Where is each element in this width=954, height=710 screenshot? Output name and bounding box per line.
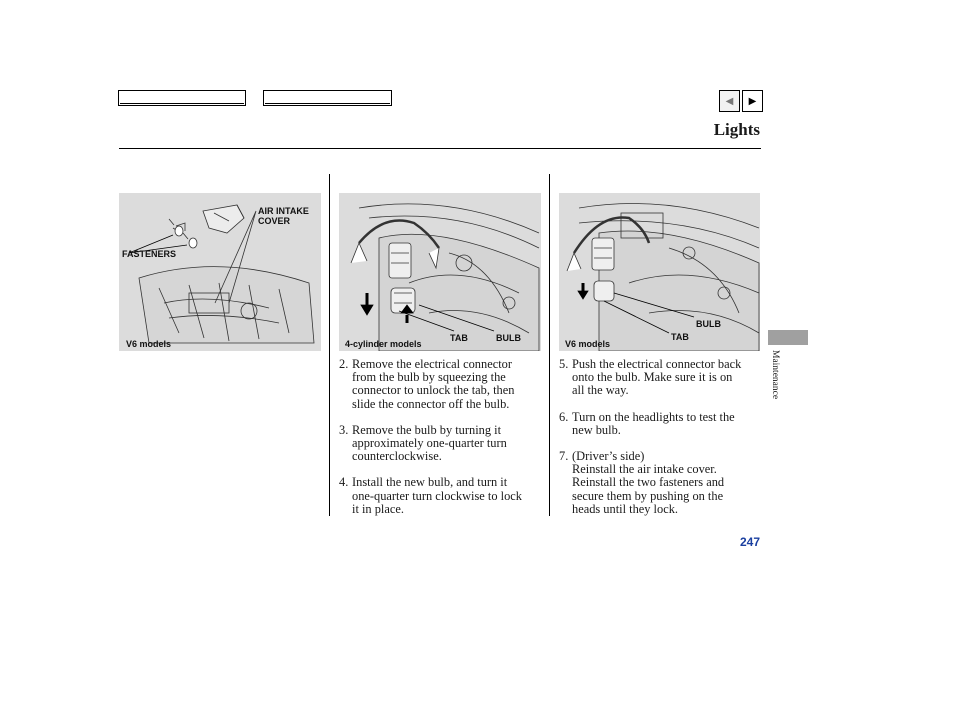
step-3: 3. Remove the bulb by turning it approximately one-quarter turn counterclockwise. bbox=[339, 422, 507, 464]
model-label: V6 models bbox=[565, 339, 611, 349]
title-divider bbox=[119, 148, 761, 149]
tab-label: TAB bbox=[450, 333, 468, 343]
step-2: 2. Remove the electrical connector from the bulb by squeezing the connector to unlock the tab, then slide the connector off the bulb. bbox=[339, 357, 515, 411]
bulb-label: BULB bbox=[696, 319, 721, 329]
figure-air-intake-cover bbox=[119, 193, 321, 351]
figure-v6 bbox=[559, 193, 760, 351]
headlight-bulb-illustration bbox=[339, 193, 541, 351]
next-page-button[interactable] bbox=[742, 90, 763, 112]
model-label: V6 models bbox=[126, 339, 172, 349]
air-intake-cover-label: AIR INTAKE COVER bbox=[258, 206, 309, 226]
page-number: 247 bbox=[739, 535, 760, 549]
nav-box-contents[interactable] bbox=[118, 90, 246, 106]
left-arrow-icon: ◀ bbox=[725, 95, 734, 107]
instructions-column-2 bbox=[339, 358, 544, 529]
step-5: 5. Push the electrical connector back onto the bulb. Make sure it is on all the way. bbox=[559, 357, 742, 398]
column-divider bbox=[329, 174, 330, 516]
nav-box-index[interactable] bbox=[263, 90, 392, 106]
step-6: 6. Turn on the headlights to test the new bulb. bbox=[559, 409, 735, 437]
column-divider bbox=[549, 174, 550, 516]
right-arrow-icon: ▶ bbox=[748, 95, 757, 107]
page-title: Lights bbox=[713, 120, 760, 139]
figure-4-cylinder bbox=[339, 193, 541, 351]
headlight-bulb-illustration bbox=[559, 193, 760, 351]
step-7: 7. (Driver’s side) Reinstall the air intake cover. Reinstall the two fasteners and secure them by pushing on the heads until they lock. bbox=[559, 449, 725, 516]
fasteners-label: FASTENERS bbox=[122, 249, 177, 259]
section-tab[interactable] bbox=[768, 330, 808, 345]
previous-page-button[interactable] bbox=[719, 90, 740, 112]
bulb-label: BULB bbox=[496, 333, 521, 343]
tab-label: TAB bbox=[671, 332, 689, 342]
section-tab-label: Maintenance bbox=[770, 350, 780, 400]
step-4: 4. Install the new bulb, and turn it one-quarter turn clockwise to lock it in place. bbox=[339, 475, 522, 516]
model-label: 4-cylinder models bbox=[345, 339, 422, 349]
instructions-column-3 bbox=[559, 358, 764, 529]
